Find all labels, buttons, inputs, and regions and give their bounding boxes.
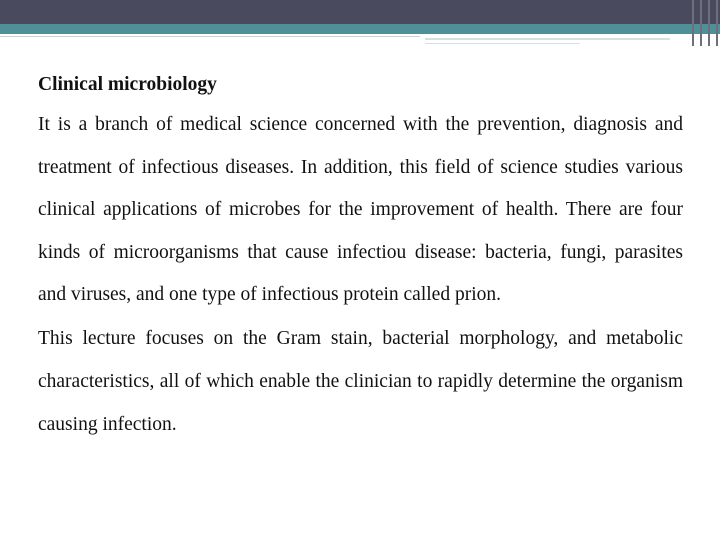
top-banner-teal xyxy=(0,24,720,34)
body-paragraph-lecture-focus: This lecture focuses on the Gram stain, bacterial morphology, and metabolic characteristics, all of which enable the clinician to rapidly determine the organism causing infection. xyxy=(38,327,683,435)
decorative-line xyxy=(425,38,670,40)
slide-content xyxy=(38,66,683,446)
top-banner-dark xyxy=(0,0,720,24)
decorative-line xyxy=(0,36,420,37)
slide-title: Clinical microbiology xyxy=(38,74,217,95)
decorative-stripes xyxy=(690,0,720,46)
body-paragraph-definition: It is a branch of medical science concerned with the prevention, diagnosis and treatment of infectious diseases. In addition, this field of science studies various clinical applications of microbes for the improvement of health. There are four kinds of microorganisms that cause infectiou disease: bacteria, fungi, parasites and viruses, and one type of infectious protein called prion. xyxy=(38,114,683,305)
decorative-line xyxy=(425,43,580,44)
